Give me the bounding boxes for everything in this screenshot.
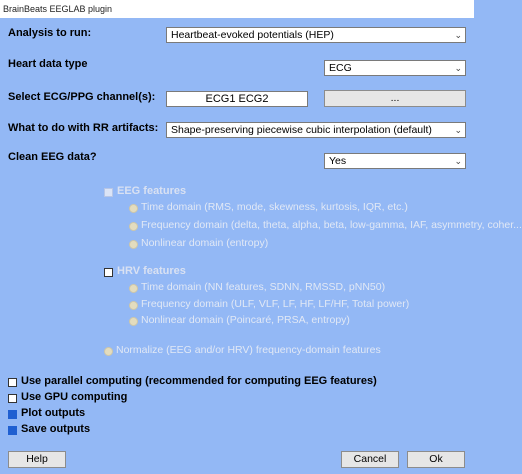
channels-label: Select ECG/PPG channel(s): [8,91,156,103]
hrv-time-label: Time domain (NN features, SDNN, RMSSD, pNN50) [141,281,386,293]
hrv-freq-label: Frequency domain (ULF, VLF, LF, HF, LF/HF, Total power) [141,298,410,310]
eeg-nonlinear-label: Nonlinear domain (entropy) [141,237,269,249]
clean-label: Clean EEG data? [8,151,97,163]
gpu-label: Use GPU computing [21,391,128,403]
chevron-down-icon: ⌄ [454,125,462,135]
plot-label: Plot outputs [21,407,86,419]
chevron-down-icon: ⌄ [454,156,462,166]
eeg-freq-label: Frequency domain (delta, theta, alpha, beta, low-gamma, IAF, asymmetry, coher... [141,219,522,231]
save-checkbox[interactable] [8,426,17,435]
parallel-checkbox[interactable] [8,378,17,387]
gpu-checkbox[interactable] [8,394,17,403]
rr-label: What to do with RR artifacts: [8,122,159,134]
heart-type-select[interactable] [324,60,466,76]
hrv-freq-radio[interactable] [129,301,138,310]
rr-value: Shape-preserving piecewise cubic interpolation (default) [171,124,432,136]
normalize-radio[interactable] [104,347,113,356]
channels-input[interactable]: ECG1 ECG2 [166,91,308,107]
chevron-down-icon: ⌄ [454,30,462,40]
eeg-features-checkbox[interactable] [104,188,113,197]
hrv-features-label: HRV features [117,265,186,277]
parallel-label: Use parallel computing (recommended for computing EEG features) [21,375,377,387]
plot-checkbox[interactable] [8,410,17,419]
clean-value: Yes [329,155,347,167]
window-title: BrainBeats EEGLAB plugin [0,0,474,18]
hrv-nonlinear-label: Nonlinear domain (Poincaré, PRSA, entropy) [141,314,350,326]
eeg-features-label: EEG features [117,185,187,197]
ok-button[interactable]: Ok [407,451,465,468]
hrv-time-radio[interactable] [129,284,138,293]
analysis-label: Analysis to run: [8,27,92,39]
cancel-button[interactable]: Cancel [341,451,399,468]
analysis-select[interactable] [166,27,466,43]
normalize-label: Normalize (EEG and/or HRV) frequency-domain features [116,344,381,356]
browse-channels-button[interactable]: ... [324,90,466,107]
hrv-features-checkbox[interactable] [104,268,113,277]
chevron-down-icon: ⌄ [454,63,462,73]
save-label: Save outputs [21,423,91,435]
heart-type-label: Heart data type [8,58,88,70]
eeg-time-label: Time domain (RMS, mode, skewness, kurtosis, IQR, etc.) [141,201,408,213]
eeg-freq-radio[interactable] [129,222,138,231]
hrv-nonlinear-radio[interactable] [129,317,138,326]
analysis-value: Heartbeat-evoked potentials (HEP) [171,29,334,41]
heart-type-value: ECG [329,62,352,74]
help-button[interactable]: Help [8,451,66,468]
dialog-panel [0,18,522,474]
rr-select[interactable] [166,122,466,138]
eeg-nonlinear-radio[interactable] [129,240,138,249]
eeg-time-radio[interactable] [129,204,138,213]
clean-select[interactable] [324,153,466,169]
